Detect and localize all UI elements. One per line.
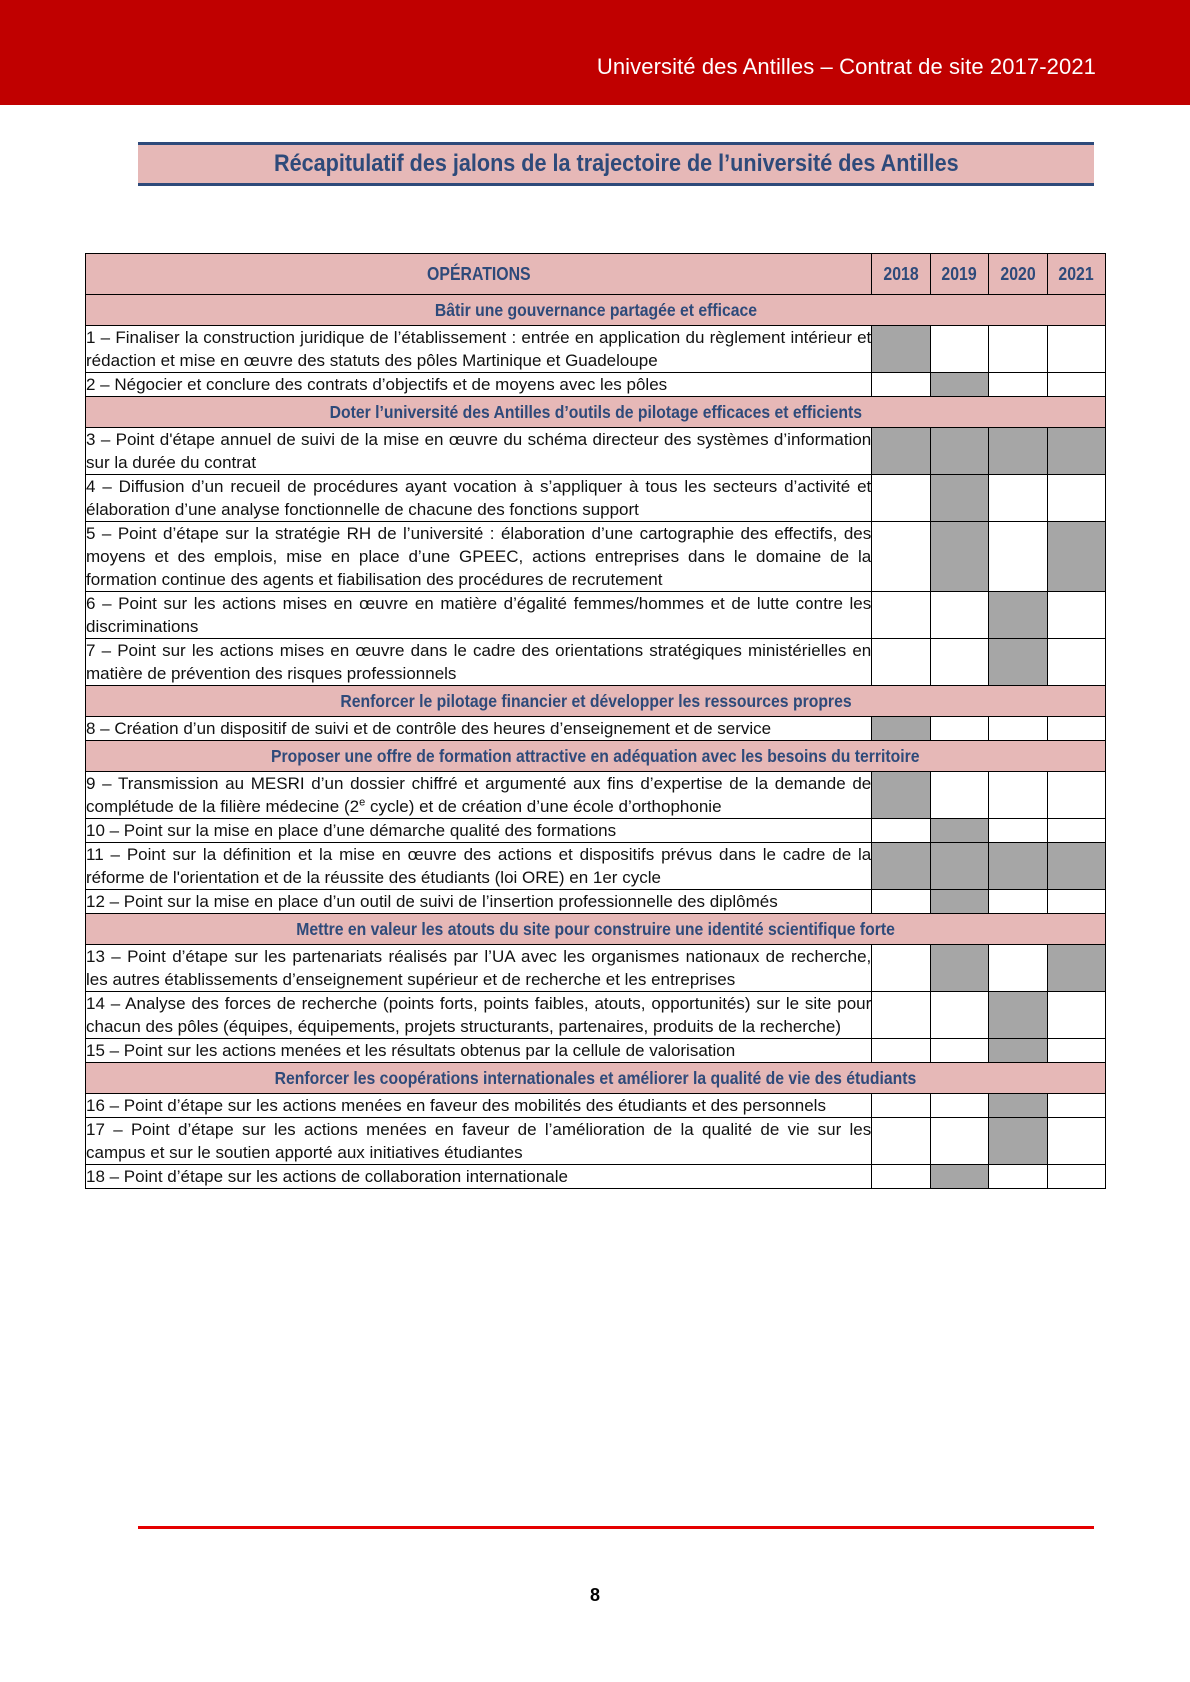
year-cell-2021-empty xyxy=(1047,1039,1105,1063)
year-cell-2019-empty xyxy=(930,992,988,1039)
year-cell-2020-scheduled xyxy=(989,843,1047,890)
year-cell-2020-scheduled xyxy=(989,428,1047,475)
year-cell-2018-empty xyxy=(872,819,930,843)
year-cell-2021-scheduled xyxy=(1047,428,1105,475)
year-cell-2018-empty xyxy=(872,1094,930,1118)
year-cell-2020-scheduled xyxy=(989,639,1047,686)
year-cell-2018-empty xyxy=(872,945,930,992)
year-cell-2020-empty xyxy=(989,522,1047,592)
year-cell-2018-empty xyxy=(872,890,930,914)
table-header-row xyxy=(86,254,1106,295)
operation-description: 10 – Point sur la mise en place d’une démarche qualité des formations xyxy=(86,819,872,843)
section-row xyxy=(86,686,1106,717)
year-cell-2020-empty xyxy=(989,717,1047,741)
year-cell-2021-scheduled xyxy=(1047,843,1105,890)
operation-description: 1 – Finaliser la construction juridique de l’établissement : entrée en application du règlement intérieur et rédaction et mise en œuvre des statuts des pôles Martinique et Guadeloupe xyxy=(86,326,872,373)
year-cell-2018-empty xyxy=(872,1165,930,1189)
header-band xyxy=(0,0,1190,105)
year-cell-2018-empty xyxy=(872,475,930,522)
table-row xyxy=(86,1118,1106,1165)
year-cell-2021-empty xyxy=(1047,1165,1105,1189)
operation-description: 11 – Point sur la définition et la mise en œuvre des actions et dispositifs prévus dans le cadre de la réforme de l'orientation et de la réussite des étudiants (loi ORE) en 1er cycle xyxy=(86,843,872,890)
table-row xyxy=(86,843,1106,890)
operation-description: 17 – Point d’étape sur les actions menées en faveur de l’amélioration de la qualité de vie sur les campus et sur le soutien apporté aux initiatives étudiantes xyxy=(86,1118,872,1165)
page-number: 8 xyxy=(589,1585,600,1605)
operation-description: 12 – Point sur la mise en place d’un outil de suivi de l’insertion professionnelle des diplômés xyxy=(86,890,872,914)
year-cell-2020-scheduled xyxy=(989,992,1047,1039)
table-row xyxy=(86,592,1106,639)
year-cell-2021-scheduled xyxy=(1047,945,1105,992)
table-body xyxy=(86,295,1106,1189)
section-heading: Doter l’université des Antilles d’outils de pilotage efficaces et efficients xyxy=(86,397,1106,428)
year-cell-2020-scheduled xyxy=(989,1039,1047,1063)
year-cell-2018-scheduled xyxy=(872,326,930,373)
section-row xyxy=(86,741,1106,772)
section-heading: Proposer une offre de formation attractive en adéquation avec les besoins du territoire xyxy=(86,741,1106,772)
table-row xyxy=(86,475,1106,522)
year-cell-2021-empty xyxy=(1047,819,1105,843)
year-cell-2019-scheduled xyxy=(930,373,988,397)
year-cell-2019-empty xyxy=(930,1118,988,1165)
section-row xyxy=(86,295,1106,326)
column-header-2018: 2018 xyxy=(872,254,930,295)
table-row xyxy=(86,992,1106,1039)
year-cell-2019-empty xyxy=(930,1094,988,1118)
year-cell-2018-empty xyxy=(872,592,930,639)
year-cell-2020-scheduled xyxy=(989,1094,1047,1118)
year-cell-2018-scheduled xyxy=(872,717,930,741)
year-cell-2020-empty xyxy=(989,326,1047,373)
table-row xyxy=(86,717,1106,741)
section-heading: Bâtir une gouvernance partagée et efficace xyxy=(86,295,1106,326)
year-cell-2019-empty xyxy=(930,1039,988,1063)
section-heading: Mettre en valeur les atouts du site pour construire une identité scientifique forte xyxy=(86,914,1106,945)
operation-description: 18 – Point d’étape sur les actions de collaboration internationale xyxy=(86,1165,872,1189)
operation-description: 15 – Point sur les actions menées et les résultats obtenus par la cellule de valorisation xyxy=(86,1039,872,1063)
table-row xyxy=(86,326,1106,373)
table-row xyxy=(86,1165,1106,1189)
year-cell-2019-empty xyxy=(930,639,988,686)
operation-description: 14 – Analyse des forces de recherche (points forts, points faibles, atouts, opportunités) sur le site pour chacun des pôles (équipes, équipements, projets structurants, partenaires, produits de la recherche) xyxy=(86,992,872,1039)
year-cell-2020-empty xyxy=(989,945,1047,992)
year-cell-2021-empty xyxy=(1047,475,1105,522)
table-row xyxy=(86,772,1106,819)
year-cell-2021-empty xyxy=(1047,373,1105,397)
year-cell-2018-scheduled xyxy=(872,843,930,890)
year-cell-2020-empty xyxy=(989,890,1047,914)
table-row xyxy=(86,890,1106,914)
column-header-2019: 2019 xyxy=(930,254,988,295)
section-row xyxy=(86,397,1106,428)
year-cell-2021-empty xyxy=(1047,326,1105,373)
year-cell-2020-empty xyxy=(989,373,1047,397)
year-cell-2021-empty xyxy=(1047,772,1105,819)
section-heading: Renforcer les coopérations internationales et améliorer la qualité de vie des étudiants xyxy=(86,1063,1106,1094)
year-cell-2019-empty xyxy=(930,326,988,373)
year-cell-2018-empty xyxy=(872,1039,930,1063)
table-row xyxy=(86,522,1106,592)
table-row xyxy=(86,428,1106,475)
year-cell-2019-scheduled xyxy=(930,522,988,592)
year-cell-2019-scheduled xyxy=(930,475,988,522)
milestones-table xyxy=(85,253,1106,1189)
year-cell-2019-empty xyxy=(930,772,988,819)
table-row xyxy=(86,819,1106,843)
year-cell-2020-empty xyxy=(989,475,1047,522)
year-cell-2019-empty xyxy=(930,592,988,639)
year-cell-2021-empty xyxy=(1047,717,1105,741)
section-row xyxy=(86,914,1106,945)
year-cell-2018-scheduled xyxy=(872,428,930,475)
year-cell-2019-scheduled xyxy=(930,428,988,475)
table-row xyxy=(86,1094,1106,1118)
year-cell-2019-scheduled xyxy=(930,819,988,843)
operation-description: 2 – Négocier et conclure des contrats d’objectifs et de moyens avec les pôles xyxy=(86,373,872,397)
year-cell-2020-empty xyxy=(989,772,1047,819)
year-cell-2019-scheduled xyxy=(930,1165,988,1189)
year-cell-2018-empty xyxy=(872,1118,930,1165)
year-cell-2021-empty xyxy=(1047,1118,1105,1165)
column-header-2021: 2021 xyxy=(1047,254,1105,295)
operation-description: 8 – Création d’un dispositif de suivi et de contrôle des heures d’enseignement et de service xyxy=(86,717,872,741)
table-row xyxy=(86,373,1106,397)
section-heading: Renforcer le pilotage financier et développer les ressources propres xyxy=(86,686,1106,717)
year-cell-2020-empty xyxy=(989,1165,1047,1189)
operation-description: 16 – Point d’étape sur les actions menées en faveur des mobilités des étudiants et des personnels xyxy=(86,1094,872,1118)
table-row xyxy=(86,639,1106,686)
section-row xyxy=(86,1063,1106,1094)
footer-divider xyxy=(138,1526,1094,1529)
table-row xyxy=(86,1039,1106,1063)
column-header-operations: OPÉRATIONS xyxy=(86,254,872,295)
year-cell-2018-empty xyxy=(872,992,930,1039)
year-cell-2018-empty xyxy=(872,639,930,686)
year-cell-2018-empty xyxy=(872,522,930,592)
table-row xyxy=(86,945,1106,992)
year-cell-2020-empty xyxy=(989,819,1047,843)
year-cell-2021-scheduled xyxy=(1047,522,1105,592)
operation-description: 9 – Transmission au MESRI d’un dossier chiffré et argumenté aux fins d’expertise de la demande de complétude de la filière médecine (2e cycle) et de création d’une école d’orthophonie xyxy=(86,772,872,819)
year-cell-2019-scheduled xyxy=(930,890,988,914)
operation-description: 4 – Diffusion d’un recueil de procédures ayant vocation à s’appliquer à tous les secteurs d’activité et élaboration d’une analyse fonctionnelle de chacune des fonctions support xyxy=(86,475,872,522)
year-cell-2019-empty xyxy=(930,717,988,741)
year-cell-2018-empty xyxy=(872,373,930,397)
operation-description: 5 – Point d’étape sur la stratégie RH de l’université : élaboration d’une cartographie des effectifs, des moyens et des emplois, mise en place d’une GPEEC, actions entreprises dans le domaine de la formation continue des agents et fiabilisation des procédures de recrutement xyxy=(86,522,872,592)
year-cell-2021-empty xyxy=(1047,992,1105,1039)
operation-description: 13 – Point d’étape sur les partenariats réalisés par l’UA avec les organismes nationaux de recherche, les autres établissements d’enseignement supérieur et de recherche et les entreprises xyxy=(86,945,872,992)
year-cell-2019-scheduled xyxy=(930,843,988,890)
header-title: Université des Antilles – Contrat de site 2017-2021 xyxy=(596,54,1096,79)
year-cell-2021-empty xyxy=(1047,592,1105,639)
operation-description: 7 – Point sur les actions mises en œuvre dans le cadre des orientations stratégiques ministérielles en matière de prévention des risques professionnels xyxy=(86,639,872,686)
operation-description: 3 – Point d'étape annuel de suivi de la mise en œuvre du schéma directeur des systèmes d’information sur la durée du contrat xyxy=(86,428,872,475)
page-title-box xyxy=(138,142,1094,186)
year-cell-2021-empty xyxy=(1047,890,1105,914)
operation-description: 6 – Point sur les actions mises en œuvre en matière d’égalité femmes/hommes et de lutte contre les discriminations xyxy=(86,592,872,639)
year-cell-2020-scheduled xyxy=(989,592,1047,639)
page-title: Récapitulatif des jalons de la trajectoire de l’université des Antilles xyxy=(273,150,959,177)
year-cell-2018-scheduled xyxy=(872,772,930,819)
year-cell-2021-empty xyxy=(1047,639,1105,686)
year-cell-2020-scheduled xyxy=(989,1118,1047,1165)
year-cell-2019-scheduled xyxy=(930,945,988,992)
year-cell-2021-empty xyxy=(1047,1094,1105,1118)
column-header-2020: 2020 xyxy=(989,254,1047,295)
